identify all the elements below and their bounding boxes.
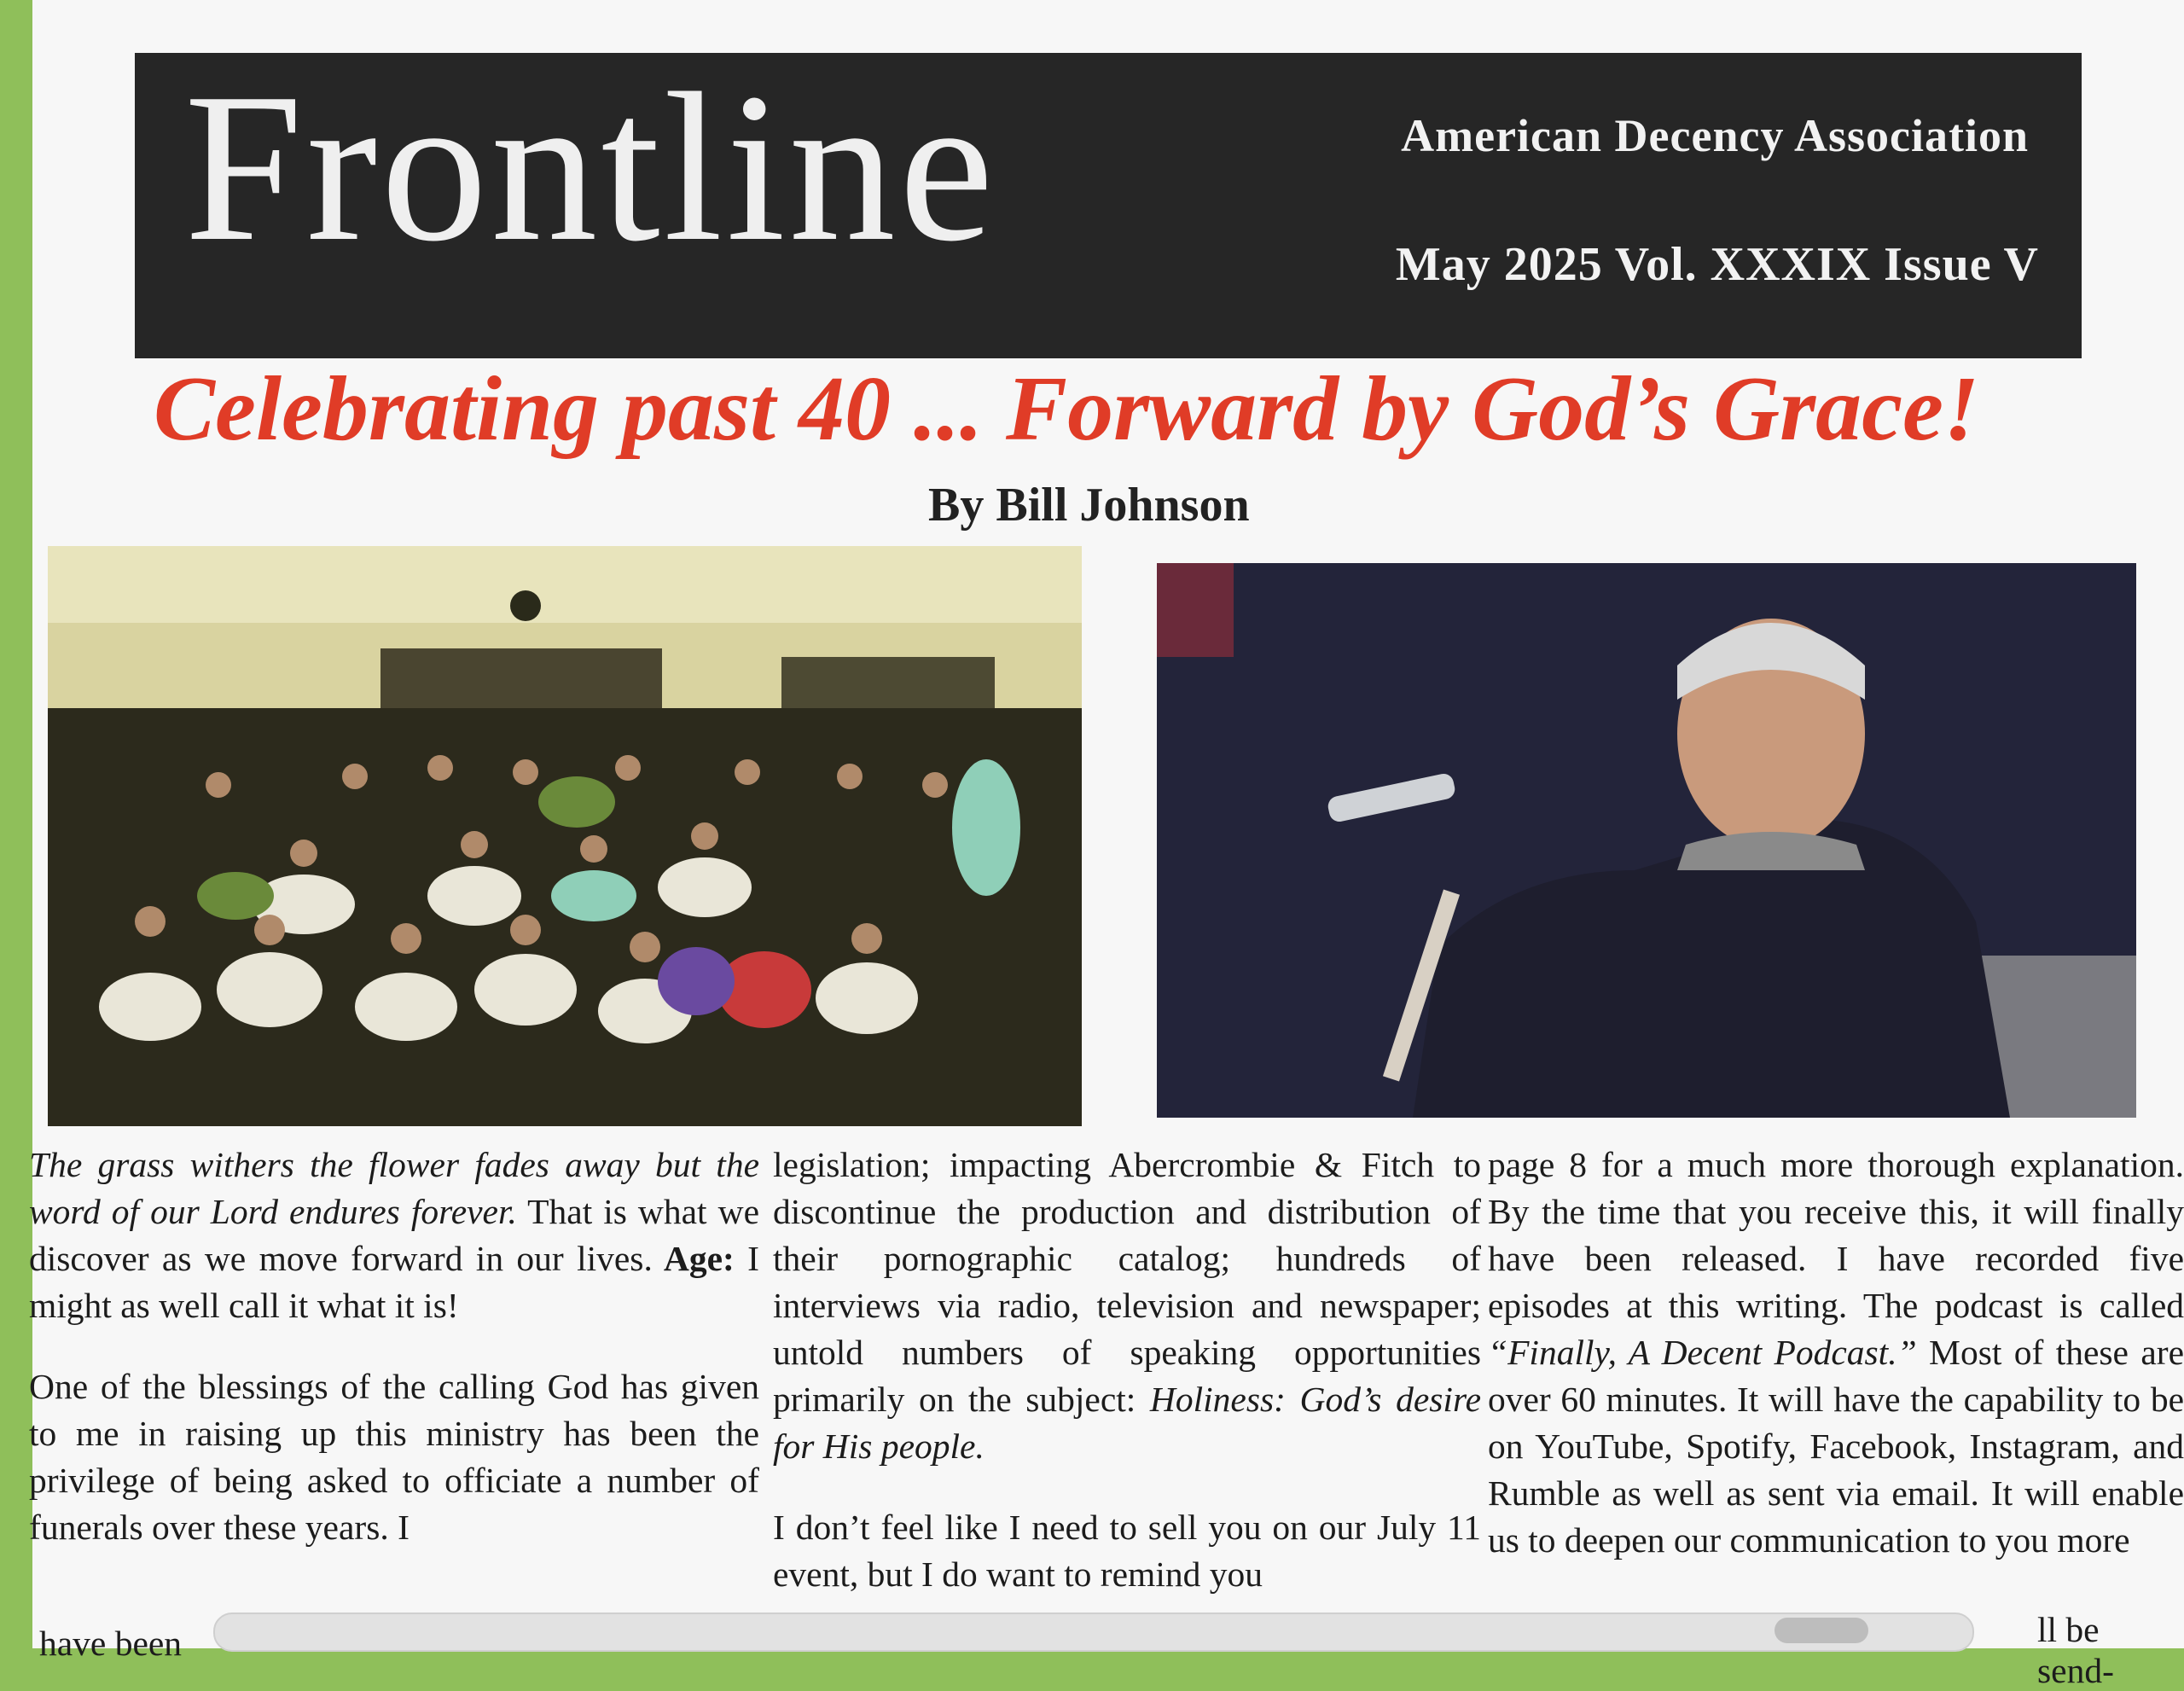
holiness-quote: Holiness: God’s desire for His people. [773,1380,1481,1466]
column-3-text-b: Most of these are over 60 minutes. It will have the capability to be on YouTube, Spotify, Facebook, Instagram, and Rumble as well as sent via email. It will enable us to deepen our communication to you more [1488,1333,2184,1560]
column-1-text-a: That is what we discover as we move forward in our lives. [29,1192,759,1278]
masthead [135,49,2082,358]
age-label: Age: [652,1239,735,1278]
group-photo [48,546,1082,1126]
column-2-paragraph-2: I don’t feel like I need to sell you on our July 11 event, but I do want to remind you [773,1508,1481,1594]
speaker-photo [1157,563,2136,1118]
organization-name: American Decency Association [1401,110,2029,161]
issue-info: May 2025 Vol. XXXIX Issue V [1395,238,2039,291]
article-column-3 [1488,1142,2184,1598]
column-2-text: legislation; impacting Abercrombie & Fitch to discontinue the production and distribution of their pornographic catalog; hundreds of interviews via radio, television and newspaper; untold numbers of speaking opportunities primarily on the subject: [773,1145,1481,1419]
newsletter-title: Frontline [184,49,997,286]
podcast-title: “Finally, A Decent Podcast.” [1488,1333,1917,1372]
column-1-text-b: I might as well call it what it is! [29,1239,760,1325]
scripture-quote: The grass withers the flower fades away but the word of our Lord endures forever. [29,1145,759,1231]
column-1-cutoff-text: have been [39,1624,183,1663]
article-byline: By Bill Johnson [928,479,1250,532]
column-3-cutoff-text: ll be send- [2037,1610,2114,1690]
horizontal-scrollbar[interactable] [213,1613,1974,1652]
column-1-paragraph-2: One of the blessings of the calling God has given to me in raising up this ministry has been the privilege of being asked to officiate a number of funerals over these years. I [29,1367,759,1547]
article-column-1 [29,1142,759,1585]
article-column-2 [773,1142,1481,1632]
scrollbar-thumb[interactable] [1774,1618,1868,1643]
column-3-text-a: page 8 for a much more thorough explanation. By the time that you receive this, it will finally have been released. I have recorded five episodes at this writing. The podcast is called [1488,1145,2184,1325]
article-headline: Celebrating past 40 ... Forward by God’s Grace! [154,358,1980,460]
